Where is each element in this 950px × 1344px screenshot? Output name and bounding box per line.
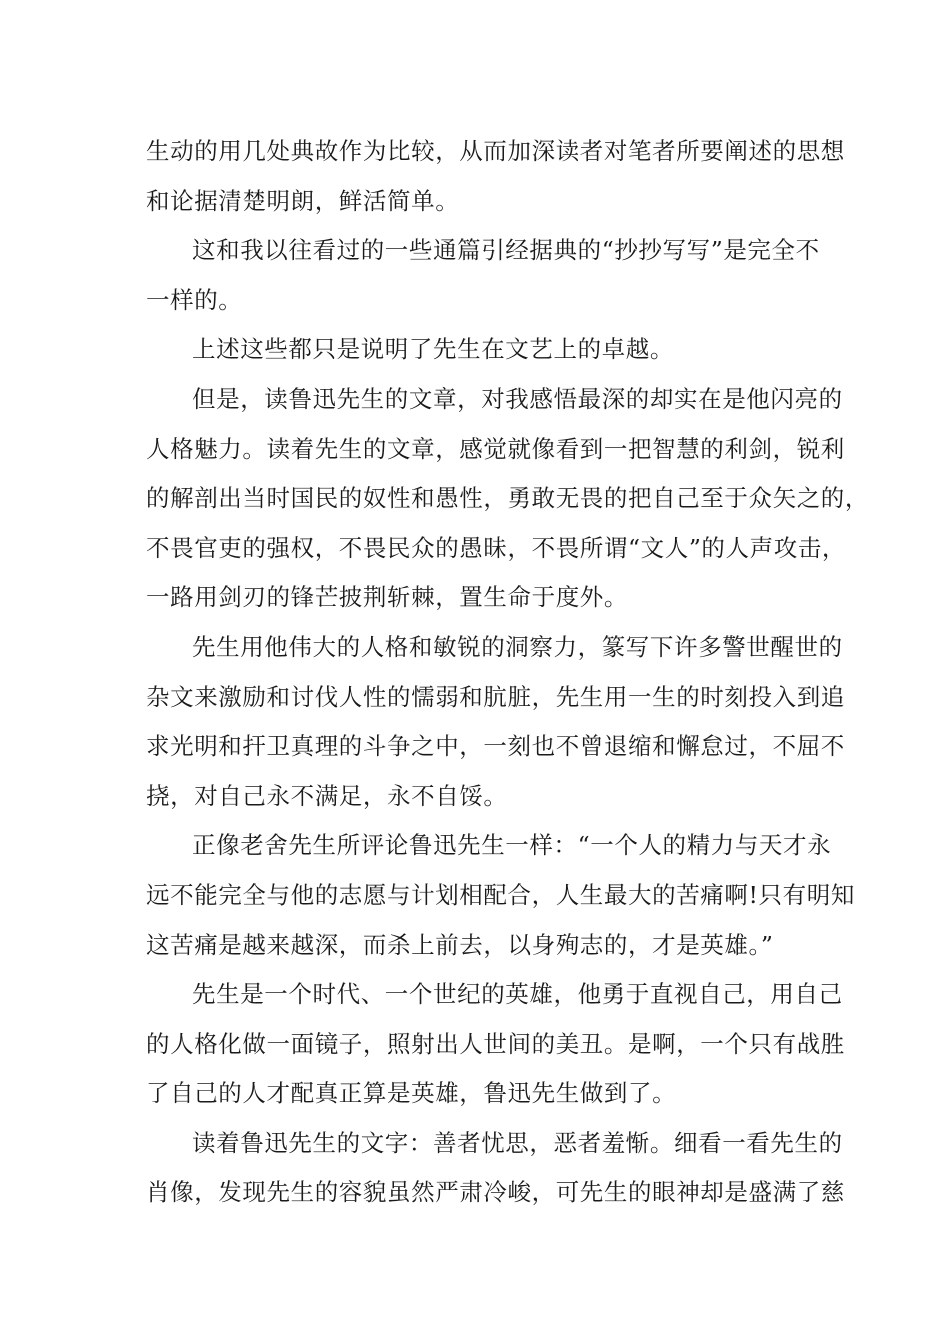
text-line: 上述这些都只是说明了先生在文艺上的卓越。 xyxy=(192,335,674,364)
text-line: 一路用剑刃的锋芒披荆斩棘，置生命于度外。 xyxy=(146,583,628,612)
paragraph xyxy=(146,821,855,970)
text-line: 这和我以往看过的一些通篇引经据典的“抄抄写写”是完全不 xyxy=(192,236,820,265)
text-line: 的人格化做一面镜子，照射出人世间的美丑。是啊，一个只有战胜 xyxy=(146,1029,845,1058)
text-line: 杂文来激励和讨伐人性的懦弱和肮脏，先生用一生的时刻投入到追 xyxy=(146,682,845,711)
text-line: 生动的用几处典故作为比较，从而加深读者对笔者所要阐述的思想 xyxy=(146,137,845,165)
text-line: 挠，对自己永不满足，永不自馁。 xyxy=(146,781,508,810)
paragraph xyxy=(146,1119,845,1218)
text-line: 了自己的人才配真正算是英雄，鲁迅先生做到了。 xyxy=(146,1079,677,1108)
text-line: 这苦痛是越来越深，而杀上前去，以身殉志的，才是英雄。” xyxy=(146,930,774,959)
text-line: 肖像，发现先生的容貌虽然严肃冷峻，可先生的眼神却是盛满了慈 xyxy=(146,1178,845,1207)
body-text xyxy=(146,127,869,1218)
text-line: 人格魅力。读着先生的文章，感觉就像看到一把智慧的利剑，锐利 xyxy=(146,434,845,463)
paragraph xyxy=(146,325,808,375)
paragraph xyxy=(146,375,869,623)
text-line: 的解剖出当时国民的奴性和愚性，勇敢无畏的把自己至于众矢之的， xyxy=(146,484,869,513)
text-line: 先生用他伟大的人格和敏锐的洞察力，篆写下许多警世醒世的 xyxy=(192,632,843,661)
text-line: 读着鲁迅先生的文字：善者忧思，恶者羞惭。细看一看先生的 xyxy=(192,1128,843,1157)
paragraph xyxy=(146,623,845,821)
text-line: 但是，读鲁迅先生的文章，对我感悟最深的却实在是他闪亮的 xyxy=(192,384,843,413)
text-line: 一样的。 xyxy=(146,285,243,314)
paragraph xyxy=(146,127,845,226)
text-line: 远不能完全与他的志愿与计划相配合，人生最大的苦痛啊!只有明知 xyxy=(146,880,855,909)
paragraph xyxy=(146,970,845,1119)
paragraph xyxy=(146,226,820,325)
text-line: 先生是一个时代、一个世纪的英雄，他勇于直视自己，用自己 xyxy=(192,980,843,1009)
text-line: 不畏官吏的强权，不畏民众的愚昧，不畏所谓“文人”的人声攻击， xyxy=(146,533,847,562)
text-line: 正像老舍先生所评论鲁迅先生一样：“一个人的精力与天才永 xyxy=(192,831,832,860)
text-line: 求光明和扞卫真理的斗争之中，一刻也不曾退缩和懈怠过，不屈不 xyxy=(146,732,845,761)
text-line: 和论据清楚明朗，鲜活简单。 xyxy=(146,186,460,215)
